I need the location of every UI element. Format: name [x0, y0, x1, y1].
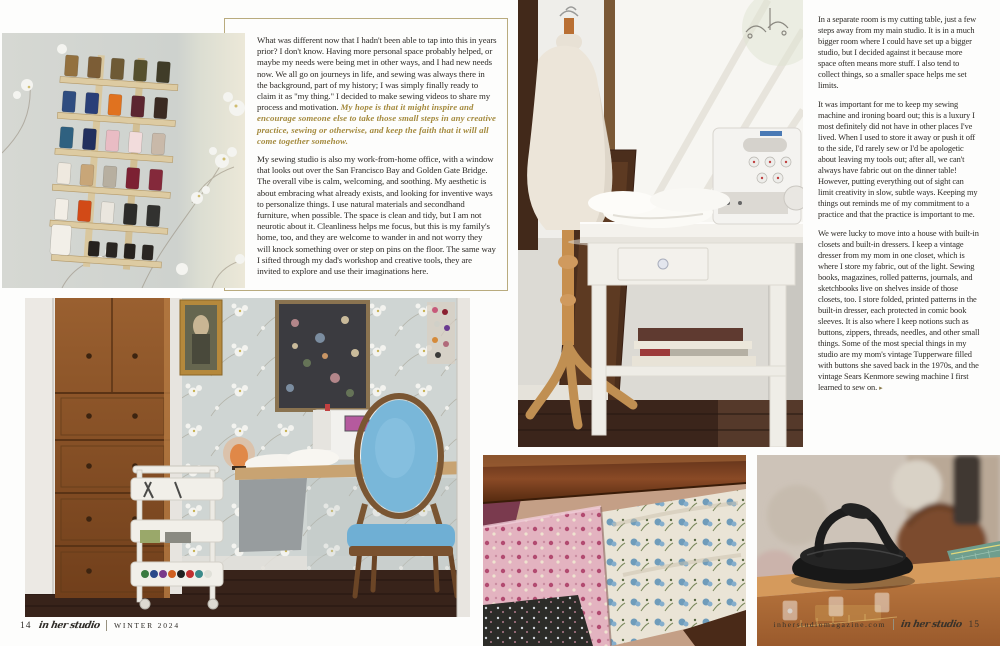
paragraph: In a separate room is my cutting table, just a few steps away from my main studio. It is in a much bigger room where I could have set up a bigger studio, but I decided against it because more space often means more stuff. I also tend to collect things, so a smaller space helps me set limits.: [818, 15, 977, 90]
fabric-drawer-illustration: [483, 455, 746, 646]
footer-divider: [893, 619, 894, 630]
vintage-iron-photo: [757, 455, 1000, 646]
paragraph-text: What was different now that I hadn't been able to tap into this in years prior? I don't know. Having more personal space probably helped, or maybe my needs were being met in other ways, and I had new needs now. We all go on journeys in life, and sewing was always there in the background, part of my history; I was simply finally ready to claim it as "my thing." I decided to make sewing videos to share my process and motivation.: [257, 35, 497, 113]
paragraph: It was important for me to keep my sewing machine and ironing board out; this is a luxury I most definitely did not have in other places I've lived. When I used to store it away or push it off to the side, I'd rarely sew or I'd be apologetic about leaving my tools out; after all, we can't always have fabric out on the dinner table! However, putting everything out of sight can limit creativity in slow, subtle ways. Keeping my things out reminds me of my commitment to a practice and that the practice is important to me.: [818, 100, 978, 219]
thread-rack-illustration: [2, 33, 245, 288]
article-left-column: [257, 35, 497, 284]
website-label: inherstudiomagazine.com: [773, 620, 886, 629]
fabric-drawer-photo: [483, 455, 746, 646]
brand-logo: in her studio: [37, 620, 101, 631]
page-number-left: 14: [20, 620, 32, 631]
footer-right: [773, 619, 980, 630]
vintage-iron-illustration: [757, 455, 1000, 646]
article-right-column: [818, 14, 981, 402]
footer-divider: [106, 620, 107, 631]
paragraph-text: We were lucky to move into a house with built-in closets and built-in dressers. I keep a vintage dresser from my mom in one closet, which is where I store my fabric, out of the light. Sewing books, magazines, rolled patterns, journals, and sketchbooks live on shelves inside of those closets, too. I store folded, printed patterns in the built-in dresser, each protected in comic book sleeves. It is also where I keep notions such as buttons, zippers, threads, needles, and other small things. Some of the most special things in my studio are my mom's vintage Tupperware filled with buttons she saved back in the 1970s, and the vintage Sears Kenmore sewing machine I first learned to sew on.: [818, 229, 980, 392]
dress-form-photo: [518, 0, 803, 447]
thread-rack-photo: [2, 33, 245, 288]
footer-left: [20, 620, 180, 631]
highlight-sentence: My hope is that it might inspire and encourage someone else to take those small steps in any creative practice, sewing or otherwise, and keep the faith that it will all come together somehow.: [257, 102, 497, 146]
paragraph: [257, 35, 497, 147]
paragraph: My sewing studio is also my work-from-home office, with a window that looks out over the San Francisco Bay and Golden Gate Bridge. The overall vibe is calm, welcoming, and soothing. My aesthetic is about embracing what already exists, and looking for inventive ways to personalize things. I use natural materials and secondhand furniture, when possible. The space is clean and tidy, but I am not neurotic about it. Cleanliness helps me focus, but this is my family's home, too, and they are welcome to wander in and not worry they will knock something over or step on pins on the floor. The same way I sifted through my dad's workshop and creative tools, they are invited to explore and use their imaginations here.: [257, 154, 496, 277]
paragraph: [818, 228, 981, 394]
article-end-mark: ▸: [879, 384, 883, 392]
sewing-nook-photo: [25, 298, 470, 617]
dress-form-illustration: [518, 0, 803, 447]
page-number-right: 15: [968, 619, 980, 630]
sewing-nook-illustration: [25, 298, 470, 617]
issue-label: WINTER 2024: [114, 621, 180, 630]
brand-logo: in her studio: [899, 619, 963, 630]
